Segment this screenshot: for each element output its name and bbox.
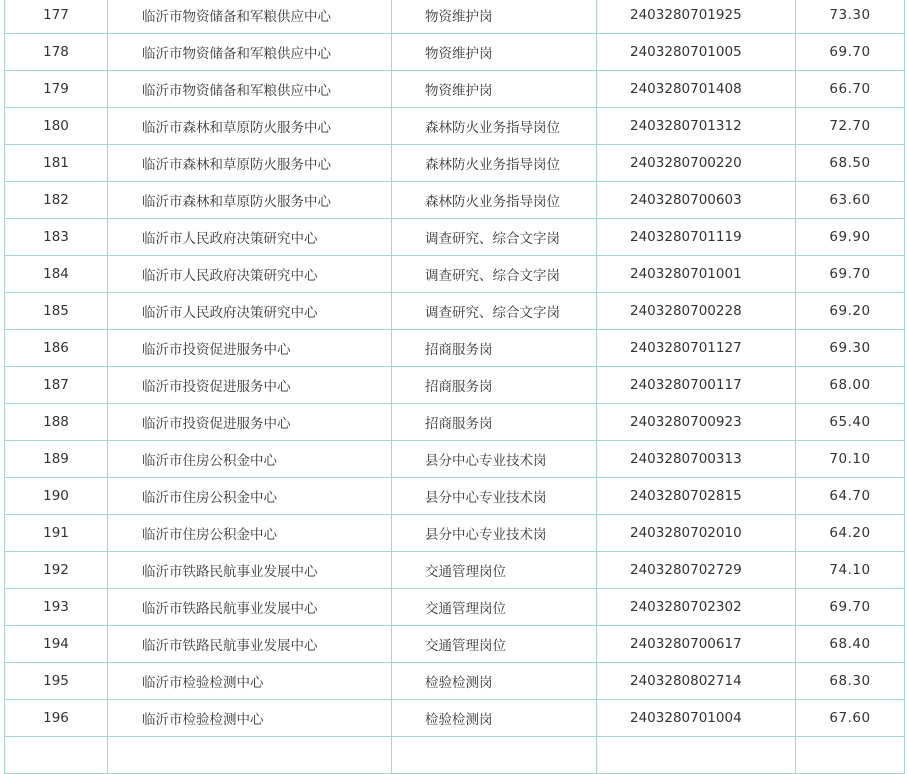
exam-ticket-number-cell: 2403280700313 (597, 441, 796, 478)
score-cell: 64.20 (796, 515, 905, 552)
score-cell: 69.70 (796, 589, 905, 626)
score-cell: 69.30 (796, 330, 905, 367)
position-cell: 交通管理岗位 (392, 552, 597, 589)
position-cell: 招商服务岗 (392, 330, 597, 367)
exam-ticket-number-cell: 2403280701127 (597, 330, 796, 367)
exam-ticket-number-cell: 2403280802714 (597, 663, 796, 700)
exam-ticket-number-cell: 2403280700117 (597, 367, 796, 404)
table-row (5, 71, 905, 108)
employer-unit-cell: 临沂市住房公积金中心 (108, 515, 392, 552)
serial-number-cell: 196 (5, 700, 108, 737)
table-row (5, 515, 905, 552)
serial-number-cell: 180 (5, 108, 108, 145)
table-row (5, 145, 905, 182)
employer-unit-cell: 临沂市检验检测中心 (108, 663, 392, 700)
position-cell: 招商服务岗 (392, 367, 597, 404)
employer-unit-cell: 临沂市住房公积金中心 (108, 478, 392, 515)
exam-ticket-number-cell: 2403280700603 (597, 182, 796, 219)
position-cell: 森林防火业务指导岗位 (392, 108, 597, 145)
employer-unit-cell: 临沂市投资促进服务中心 (108, 404, 392, 441)
position-cell: 招商服务岗 (392, 404, 597, 441)
serial-number-cell: 183 (5, 219, 108, 256)
table-row (5, 478, 905, 515)
score-cell: 73.30 (796, 0, 905, 34)
serial-number-cell: 179 (5, 71, 108, 108)
employer-unit-cell: 临沂市森林和草原防火服务中心 (108, 182, 392, 219)
employer-unit-cell: 临沂市森林和草原防火服务中心 (108, 145, 392, 182)
serial-number-cell: 177 (5, 0, 108, 34)
score-cell: 69.90 (796, 219, 905, 256)
serial-number-cell: 189 (5, 441, 108, 478)
serial-number-cell: 187 (5, 367, 108, 404)
employer-unit-cell: 临沂市物资储备和军粮供应中心 (108, 71, 392, 108)
employer-unit-cell: 临沂市物资储备和军粮供应中心 (108, 34, 392, 71)
table-row (5, 441, 905, 478)
score-cell: 66.70 (796, 71, 905, 108)
table-row (5, 700, 905, 737)
table-row (5, 182, 905, 219)
position-cell: 检验检测岗 (392, 663, 597, 700)
score-cell: 69.20 (796, 293, 905, 330)
exam-ticket-number-cell: 2403280702302 (597, 589, 796, 626)
exam-ticket-number-cell: 2403280702010 (597, 515, 796, 552)
employer-unit-cell: 临沂市森林和草原防火服务中心 (108, 108, 392, 145)
serial-number-cell: 185 (5, 293, 108, 330)
score-cell: 68.30 (796, 663, 905, 700)
exam-ticket-number-cell: 2403280701001 (597, 256, 796, 293)
table-row (5, 0, 905, 34)
employer-unit-cell: 临沂市人民政府决策研究中心 (108, 219, 392, 256)
table-row (5, 552, 905, 589)
serial-number-cell: 195 (5, 663, 108, 700)
serial-number-cell: 182 (5, 182, 108, 219)
exam-ticket-number-cell: 2403280701408 (597, 71, 796, 108)
score-cell: 70.10 (796, 441, 905, 478)
table-row (5, 108, 905, 145)
partial-table-row (5, 737, 905, 774)
serial-number-cell: 194 (5, 626, 108, 663)
table-row (5, 330, 905, 367)
position-cell: 检验检测岗 (392, 700, 597, 737)
score-cell: 67.60 (796, 700, 905, 737)
score-cell: 68.00 (796, 367, 905, 404)
score-cell: 65.40 (796, 404, 905, 441)
position-cell: 调查研究、综合文字岗 (392, 256, 597, 293)
score-cell: 68.40 (796, 626, 905, 663)
position-cell: 物资维护岗 (392, 71, 597, 108)
serial-number-cell: 181 (5, 145, 108, 182)
position-cell: 森林防火业务指导岗位 (392, 182, 597, 219)
position-cell: 物资维护岗 (392, 34, 597, 71)
exam-ticket-number-cell: 2403280701004 (597, 700, 796, 737)
serial-number-cell: 190 (5, 478, 108, 515)
table-row (5, 589, 905, 626)
results-table (4, 0, 905, 774)
score-cell: 72.70 (796, 108, 905, 145)
position-cell: 物资维护岗 (392, 0, 597, 34)
employer-unit-cell: 临沂市投资促进服务中心 (108, 330, 392, 367)
table-row (5, 219, 905, 256)
empty-cell (597, 737, 796, 774)
employer-unit-cell: 临沂市物资储备和军粮供应中心 (108, 0, 392, 34)
exam-ticket-number-cell: 2403280700923 (597, 404, 796, 441)
exam-ticket-number-cell: 2403280702815 (597, 478, 796, 515)
score-cell: 64.70 (796, 478, 905, 515)
serial-number-cell: 188 (5, 404, 108, 441)
exam-ticket-number-cell: 2403280700617 (597, 626, 796, 663)
employer-unit-cell: 临沂市铁路民航事业发展中心 (108, 589, 392, 626)
score-cell: 69.70 (796, 34, 905, 71)
employer-unit-cell: 临沂市投资促进服务中心 (108, 367, 392, 404)
table-row (5, 293, 905, 330)
serial-number-cell: 186 (5, 330, 108, 367)
serial-number-cell: 192 (5, 552, 108, 589)
position-cell: 交通管理岗位 (392, 589, 597, 626)
position-cell: 县分中心专业技术岗 (392, 478, 597, 515)
score-cell: 74.10 (796, 552, 905, 589)
exam-ticket-number-cell: 2403280701925 (597, 0, 796, 34)
employer-unit-cell: 临沂市人民政府决策研究中心 (108, 293, 392, 330)
empty-cell (108, 737, 392, 774)
employer-unit-cell: 临沂市检验检测中心 (108, 700, 392, 737)
employer-unit-cell: 临沂市铁路民航事业发展中心 (108, 626, 392, 663)
position-cell: 县分中心专业技术岗 (392, 515, 597, 552)
position-cell: 县分中心专业技术岗 (392, 441, 597, 478)
score-cell: 63.60 (796, 182, 905, 219)
empty-cell (796, 737, 905, 774)
serial-number-cell: 184 (5, 256, 108, 293)
serial-number-cell: 178 (5, 34, 108, 71)
exam-ticket-number-cell: 2403280702729 (597, 552, 796, 589)
position-cell: 调查研究、综合文字岗 (392, 293, 597, 330)
table-row (5, 626, 905, 663)
table-row (5, 256, 905, 293)
table-row (5, 663, 905, 700)
employer-unit-cell: 临沂市住房公积金中心 (108, 441, 392, 478)
empty-cell (392, 737, 597, 774)
exam-ticket-number-cell: 2403280701312 (597, 108, 796, 145)
exam-ticket-number-cell: 2403280701005 (597, 34, 796, 71)
results-table-body (5, 0, 905, 737)
exam-ticket-number-cell: 2403280700220 (597, 145, 796, 182)
score-cell: 69.70 (796, 256, 905, 293)
serial-number-cell: 193 (5, 589, 108, 626)
exam-ticket-number-cell: 2403280701119 (597, 219, 796, 256)
table-row (5, 404, 905, 441)
position-cell: 森林防火业务指导岗位 (392, 145, 597, 182)
table-row (5, 34, 905, 71)
position-cell: 调查研究、综合文字岗 (392, 219, 597, 256)
empty-cell (5, 737, 108, 774)
score-cell: 68.50 (796, 145, 905, 182)
exam-ticket-number-cell: 2403280700228 (597, 293, 796, 330)
employer-unit-cell: 临沂市人民政府决策研究中心 (108, 256, 392, 293)
employer-unit-cell: 临沂市铁路民航事业发展中心 (108, 552, 392, 589)
serial-number-cell: 191 (5, 515, 108, 552)
position-cell: 交通管理岗位 (392, 626, 597, 663)
table-row (5, 367, 905, 404)
